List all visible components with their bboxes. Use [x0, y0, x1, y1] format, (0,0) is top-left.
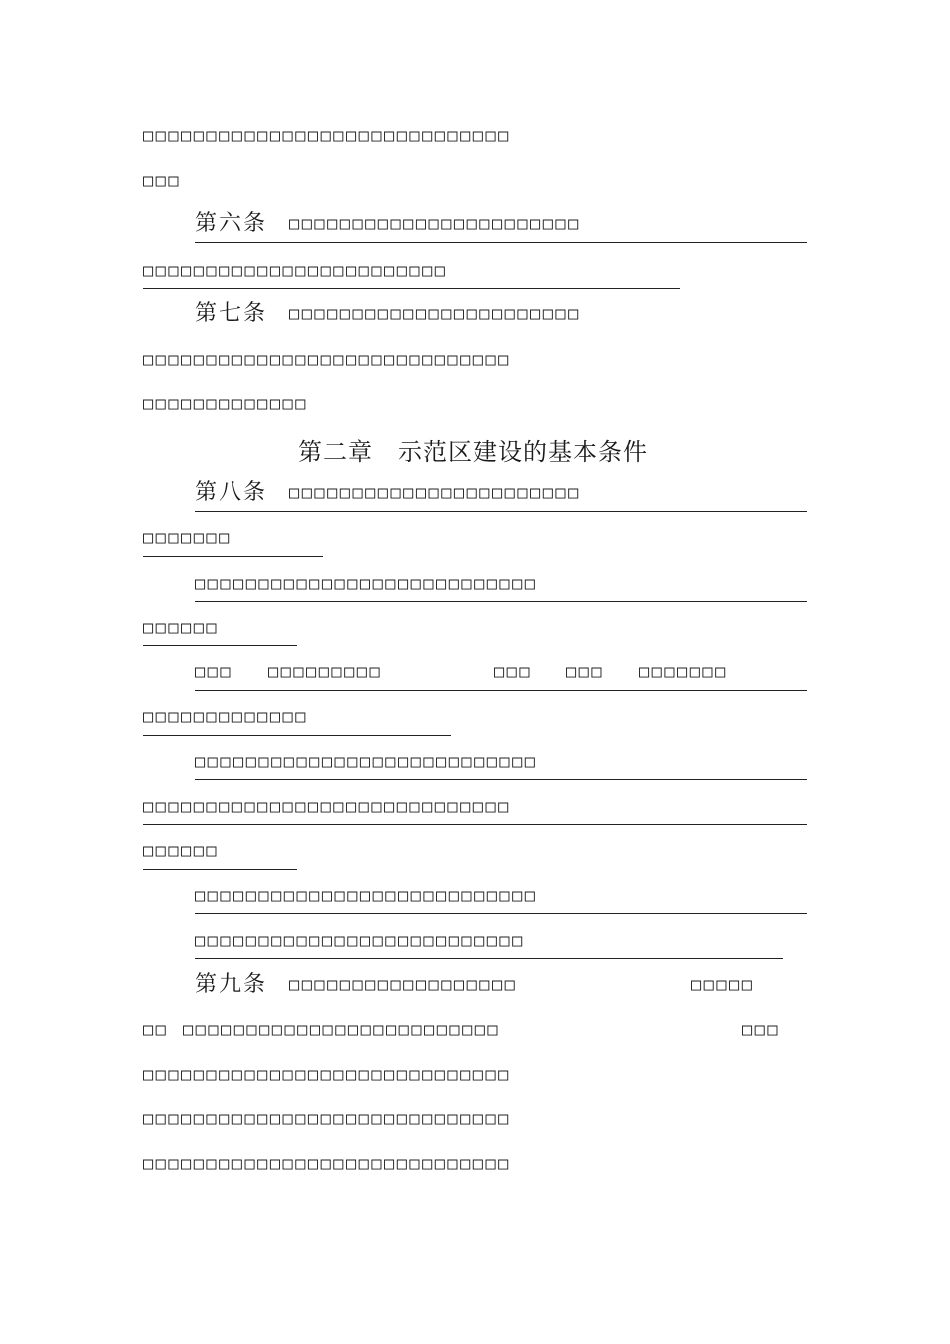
article-nine-line	[195, 970, 517, 998]
underline-rule	[195, 958, 783, 959]
underline-rule	[195, 601, 807, 602]
paragraph-line	[143, 389, 308, 417]
text-run: □□□□□□□□□□□□□□□□□□□□□□□□□□□□□	[143, 1108, 511, 1129]
text-run: □□□□□□□□□□□□□□□□□□□□□□□	[289, 213, 581, 234]
paragraph-line	[143, 345, 511, 373]
text-run: □□□□□□	[143, 617, 220, 638]
text-run: □□□□□□	[143, 840, 220, 861]
underline-rule	[195, 242, 807, 243]
underline-rule	[143, 735, 451, 736]
paragraph-line	[494, 657, 532, 685]
underline-rule	[195, 779, 807, 780]
paragraph-line	[195, 747, 538, 775]
text-run: □□□	[566, 661, 605, 682]
underline-rule	[195, 511, 807, 512]
paragraph-line	[143, 1015, 168, 1043]
paragraph-line	[143, 166, 181, 194]
article-number: 第六条	[195, 210, 268, 236]
underline-rule	[143, 288, 680, 289]
text-run: □□□□□□□□□□□□□□□□□□□□□□□□□□□□□	[143, 1153, 511, 1174]
text-run: □□□□□□□□□□□□□□□□□□□□□□□□□□□□□	[143, 796, 511, 817]
article-eight-line	[195, 478, 581, 506]
text-run: □□□□□□□□□□□□□	[143, 706, 308, 727]
paragraph-line	[143, 1149, 511, 1177]
paragraph-line	[742, 1015, 780, 1043]
paragraph-line	[143, 523, 232, 551]
paragraph-line	[143, 836, 219, 864]
paragraph-line	[195, 926, 525, 954]
text-run: □□□	[742, 1019, 781, 1040]
text-run: □□□□□	[691, 974, 755, 995]
text-run: □□□□□□□□□□□□□	[143, 393, 308, 414]
paragraph-line	[143, 613, 219, 641]
article-seven-line	[195, 299, 581, 327]
text-run: □□□□□□□□□□□□□□□□□□□□□□□□□□□□□	[143, 349, 511, 370]
paragraph-line	[143, 1104, 511, 1132]
text-run: □□□	[195, 661, 234, 682]
paragraph-line	[691, 970, 754, 998]
text-run: □□□	[143, 170, 182, 191]
paragraph-line	[268, 657, 382, 685]
text-run: □□□□□□□□□□□□□□□□□□□□□□□□□□□	[195, 573, 538, 594]
chapter-title: 第二章 示范区建设的基本条件	[298, 438, 648, 466]
paragraph-line	[195, 657, 233, 685]
paragraph-line	[566, 657, 604, 685]
paragraph-line	[195, 569, 538, 597]
text-run: □□□□□□□□□□□□□□□□□□□□□□□□□□□□□	[143, 125, 511, 146]
text-run: □□□□□□□□□□□□□□□□□□□□□□□□□□□	[195, 885, 538, 906]
paragraph-line	[143, 121, 511, 149]
underline-rule	[143, 556, 323, 557]
paragraph-line	[195, 881, 538, 909]
text-run: □□□□□□□□□□□□□□□□□□□□□□□	[289, 303, 581, 324]
text-run: □□□□□□□□□□□□□□□□□□□□□□□□□□	[195, 930, 525, 951]
paragraph-line	[143, 792, 511, 820]
underline-rule	[143, 869, 297, 870]
text-run: □□□□□□□□□□□□□□□□□□□□□□□□□□□	[195, 751, 538, 772]
underline-rule	[143, 824, 807, 825]
text-run: □□□□□□□	[143, 527, 232, 548]
article-number: 第九条	[195, 971, 268, 997]
text-run: □□□□□□□□□□□□□□□□□□	[289, 974, 518, 995]
article-six-line	[195, 209, 581, 237]
text-run: □□□	[494, 661, 533, 682]
underline-rule	[195, 690, 807, 691]
underline-rule	[143, 645, 297, 646]
paragraph-line	[639, 657, 728, 685]
text-run: □□□□□□□□□□□□□□□□□□□□□□□	[289, 482, 581, 503]
text-run: □□□□□□□□□□□□□□□□□□□□□□□□□□□□□	[143, 1064, 511, 1085]
paragraph-line	[143, 702, 308, 730]
article-number: 第七条	[195, 300, 268, 326]
text-run: □□□□□□□□□□□□□□□□□□□□□□□□□	[183, 1019, 501, 1040]
text-run: □□□□□□□□□	[268, 661, 383, 682]
text-run: □□	[143, 1019, 169, 1040]
paragraph-line	[143, 256, 447, 284]
paragraph-line	[143, 1060, 511, 1088]
paragraph-line	[183, 1015, 500, 1043]
text-run: □□□□□□□	[639, 661, 728, 682]
article-number: 第八条	[195, 479, 268, 505]
underline-rule	[195, 913, 807, 914]
text-run: □□□□□□□□□□□□□□□□□□□□□□□□	[143, 260, 448, 281]
